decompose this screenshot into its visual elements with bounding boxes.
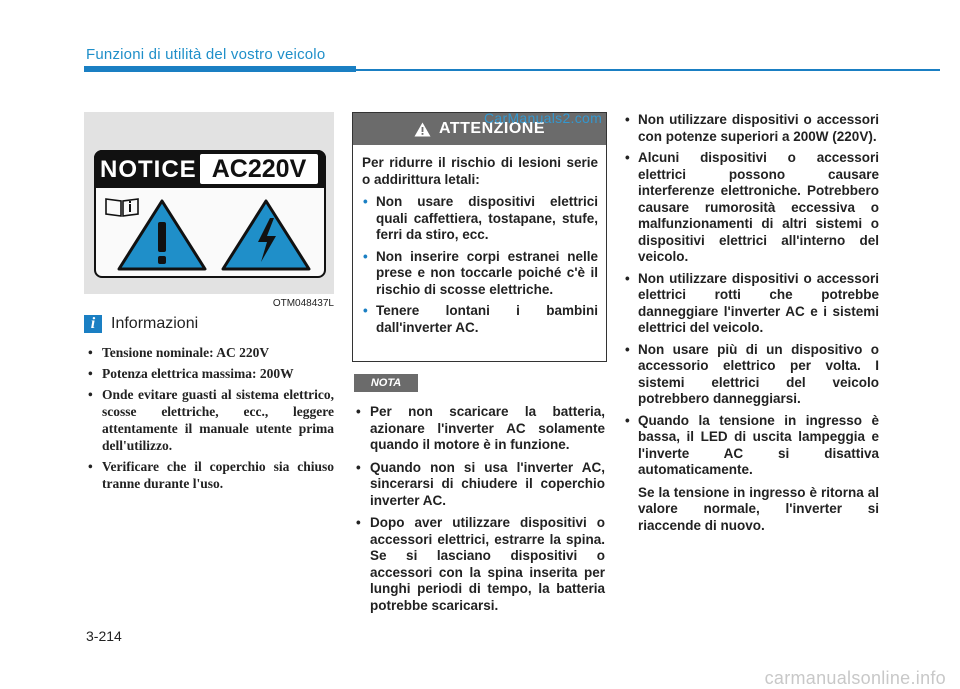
info-list	[84, 344, 334, 496]
electric-shock-icon	[220, 198, 312, 272]
warning-box	[352, 112, 607, 362]
list-item: • Non usare più di un dispositivo o accessorio elettrico per volta. I sistemi elettrici del veicolo potrebbero danneggiarsi.	[622, 342, 879, 408]
info-title: Informazioni	[111, 315, 199, 332]
warning-body	[353, 145, 606, 336]
list-item: • Tensione nominale: AC 220V	[84, 344, 334, 361]
list-item: • Quando la tensione in ingresso è bassa, il LED di uscita lampeggia e l'inverte AC si disattiva automaticamente.	[622, 413, 879, 479]
watermark-link[interactable]: CarManuals2.com	[484, 110, 603, 126]
list-item: • Tenere lontani i bambini dall'inverter AC.	[362, 303, 598, 336]
note-badge: NOTA	[354, 374, 418, 392]
warning-title: ATTENZIONE	[438, 120, 546, 137]
image-code: OTM048437L	[272, 298, 334, 309]
notice-voltage: AC220V	[200, 154, 318, 184]
note-list	[352, 404, 605, 620]
list-item: • Potenza elettrica massima: 200W	[84, 365, 334, 382]
warning-intro: Per ridurre il rischio di lesioni serie o addirittura letali:	[362, 155, 598, 187]
warning-list	[362, 194, 598, 336]
list-item: • Non inserire corpi estranei nelle prese e non toccarle poiché c'è il rischio di scosse elettriche.	[362, 249, 598, 299]
list-item: • Onde evitare guasti al sistema elettrico, scosse elettriche, ecc., leggere attentamente il manuale utente prima dell'utilizzo.	[84, 386, 334, 454]
list-item: • Non utilizzare dispositivi o accessori elettrici rotti che potrebbe danneggiare l'inverter AC e i sistemi elettrici del veicolo.	[622, 271, 879, 337]
right-column	[622, 112, 879, 539]
list-item: • Alcuni dispositivi o accessori elettrici possono causare interferenze elettroniche. Potrebbero causare rumorosità eccessiva o malfunzionamenti di altri sistemi o dispositivi elettrici all'interno del veicolo.	[622, 150, 879, 266]
notice-word: NOTICE	[100, 156, 197, 183]
warning-triangle-icon	[414, 122, 431, 137]
list-item: • Quando non si usa l'inverter AC, sincerarsi di chiudere il coperchio inverter AC.	[352, 460, 605, 510]
page-number: 3-214	[86, 628, 122, 644]
info-heading	[84, 315, 198, 333]
list-item: • Dopo aver utilizzare dispositivi o accessori elettrici, estrarre la spina. Se si lasciano dispositivi o accessori con la spina inserita per lunghi periodi di tempo, la batteria potrebbe scaricarsi.	[352, 515, 605, 614]
header-bar	[84, 66, 356, 72]
warning-exclamation-icon	[116, 198, 208, 272]
left-column	[84, 112, 334, 491]
notice-label-image	[84, 112, 334, 309]
list-item-continuation: Se la tensione in ingresso è ritorna al valore normale, l'inverter si riaccende di nuovo.	[638, 484, 879, 533]
header-divider	[356, 69, 940, 71]
list-item: • Non usare dispositivi elettrici quali caffettiera, tostapane, stufe, ferri da stiro, ecc.	[362, 194, 598, 244]
list-item: • Per non scaricare la batteria, azionare l'inverter AC solamente quando il motore è in funzione.	[352, 404, 605, 454]
list-item: • Verificare che il coperchio sia chiuso tranne durante l'uso.	[84, 458, 334, 492]
list-item: • Non utilizzare dispositivi o accessori con potenze superiori a 200W (220V).	[622, 112, 879, 145]
section-title: Funzioni di utilità del vostro veicolo	[86, 46, 326, 63]
info-icon: i	[84, 315, 102, 333]
middle-column	[352, 112, 605, 613]
note-list-continued	[622, 112, 879, 534]
footer-watermark-link[interactable]: carmanualsonline.info	[764, 668, 946, 688]
